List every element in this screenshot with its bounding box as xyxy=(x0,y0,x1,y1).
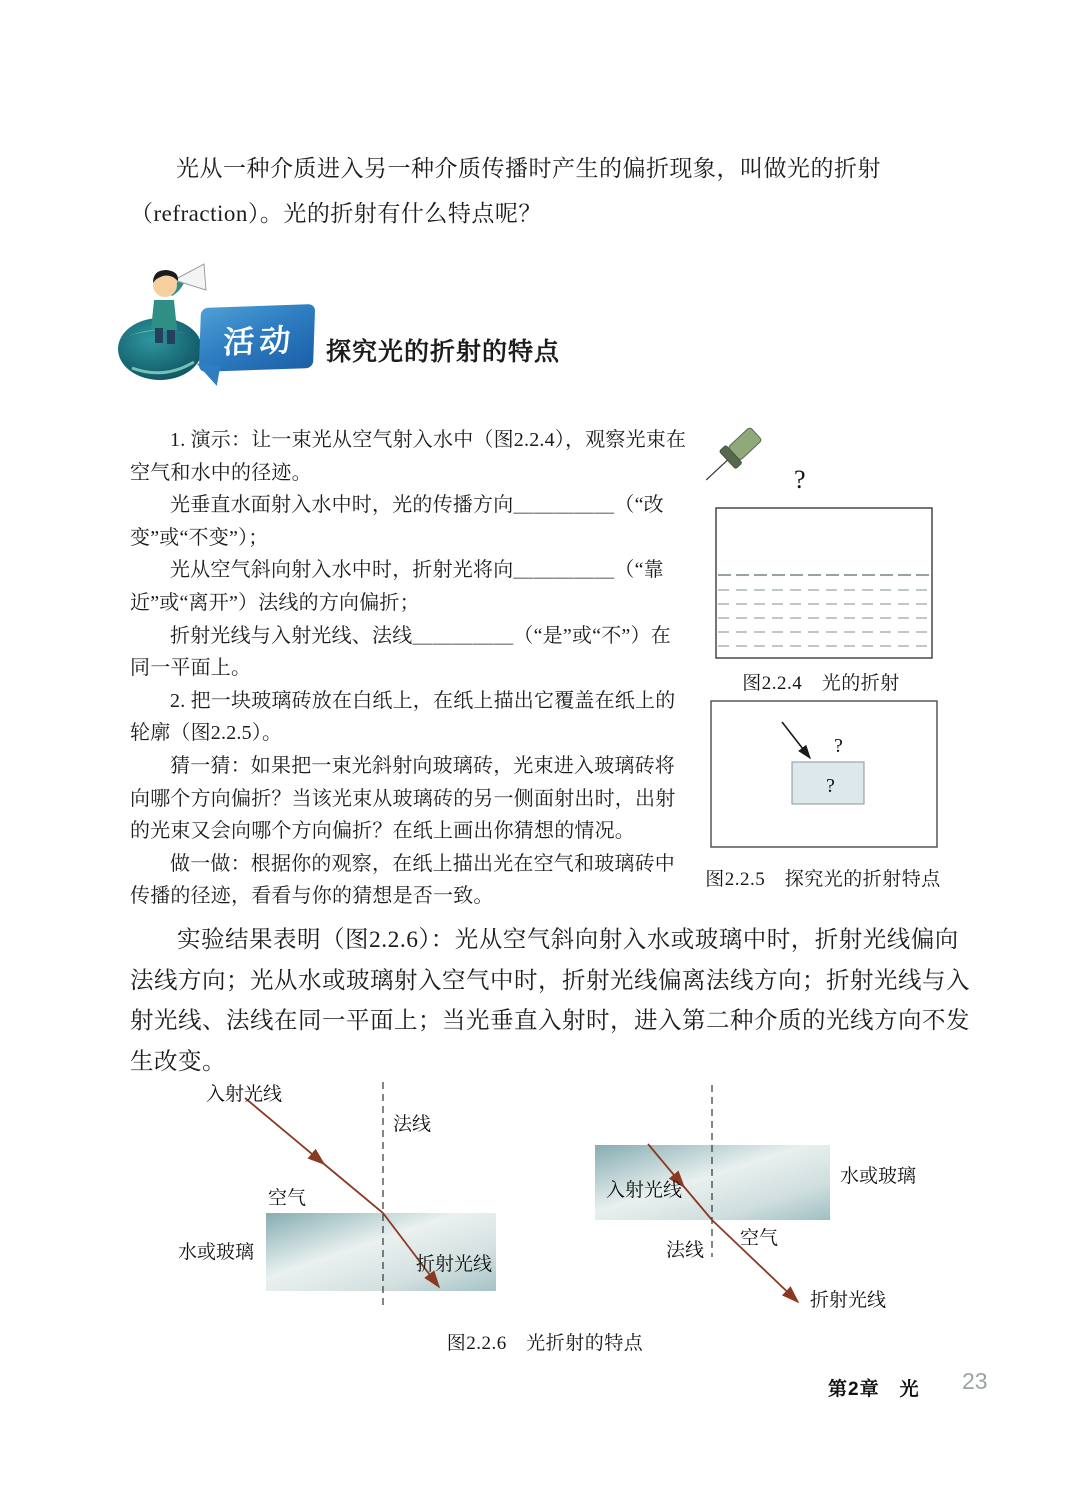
instruction-paragraph-4: 折射光线与入射光线、法线＿＿＿＿＿（“是”或“不”）在同一平面上。 xyxy=(130,624,671,680)
intro-paragraph: 光从一种介质进入另一种介质传播时产生的偏折现象，叫做光的折射（refraction）。光的折射有什么特点呢？ xyxy=(130,156,881,226)
air-label: 空气 xyxy=(268,1188,307,1209)
water-medium xyxy=(266,1213,496,1291)
figure-2-2-6-right xyxy=(588,1080,980,1330)
medium-label: 水或玻璃 xyxy=(178,1242,255,1263)
refracted-ray-label: 折射光线 xyxy=(810,1290,887,1311)
instruction-paragraph-2: 光垂直水面射入水中时，光的传播方向＿＿＿＿＿（“改变”或“不变”）； xyxy=(130,494,664,549)
incident-ray-label: 入射光线 xyxy=(606,1180,683,1201)
incident-ray xyxy=(245,1098,324,1164)
water-tank xyxy=(716,508,932,658)
medium-label: 水或玻璃 xyxy=(840,1166,917,1187)
figure-2-2-6-caption: 图2.2.6 光折射的特点 xyxy=(446,1333,644,1354)
chapter-label: 第2章 光 xyxy=(828,1379,920,1400)
figure-2-2-5 xyxy=(710,700,938,848)
activity-instructions xyxy=(130,424,688,913)
figure-2-2-6-left xyxy=(148,1076,520,1326)
question-mark-2: ? xyxy=(826,775,835,797)
flashlight-icon xyxy=(698,425,764,489)
activity-title: 探究光的折射的特点 xyxy=(326,338,561,366)
question-mark: ? xyxy=(794,465,806,494)
figure-2-2-4-caption: 图2.2.4 光的折射 xyxy=(742,673,900,694)
activity-badge xyxy=(199,304,315,372)
normal-label: 法线 xyxy=(393,1114,432,1135)
refracted-ray-label: 折射光线 xyxy=(416,1254,493,1275)
activity-badge-label: 活动 xyxy=(222,322,297,360)
instruction-paragraph-7: 做一做：根据你的观察，在纸上描出光在空气和玻璃砖中传播的径迹，看看与你的猜想是否一致。 xyxy=(130,852,675,908)
badge-tail xyxy=(193,363,220,385)
instruction-paragraph-5: 2. 把一块玻璃砖放在白纸上，在纸上描出它覆盖在纸上的轮廓（图2.2.5）。 xyxy=(130,689,676,745)
result-paragraph: 实验结果表明（图2.2.6）：光从空气斜向射入水或玻璃中时，折射光线偏向法线方向；光从水或玻璃射入空气中时，折射光线偏离法线方向；折射光线与入射光线、法线在同一平面上；当光垂直入射时，进入第二种介质的光线方向不发生改变。 xyxy=(130,927,970,1075)
instruction-paragraph-1: 1. 演示：让一束光从空气射入水中（图2.2.4），观察光束在空气和水中的径迹。 xyxy=(130,429,687,484)
instruction-paragraph-3: 光从空气斜向射入水中时，折射光将向＿＿＿＿＿（“靠近”或“离开”）法线的方向偏折； xyxy=(130,559,664,614)
figure-2-2-4 xyxy=(694,420,944,665)
instruction-paragraph-6: 猜一猜：如果把一束光斜射向玻璃砖，光束进入玻璃砖将向哪个方向偏折？当该光束从玻璃砖的另一侧面射出时，出射的光束又会向哪个方向偏折？在纸上画出你猜想的情况。 xyxy=(130,754,676,843)
normal-label: 法线 xyxy=(666,1240,705,1261)
air-label: 空气 xyxy=(740,1228,779,1249)
incident-ray-label: 入射光线 xyxy=(206,1084,283,1105)
question-mark-1: ? xyxy=(834,735,843,757)
page-number: 23 xyxy=(962,1368,988,1394)
figure-2-2-5-caption: 图2.2.5 探究光的折射特点 xyxy=(705,869,941,890)
